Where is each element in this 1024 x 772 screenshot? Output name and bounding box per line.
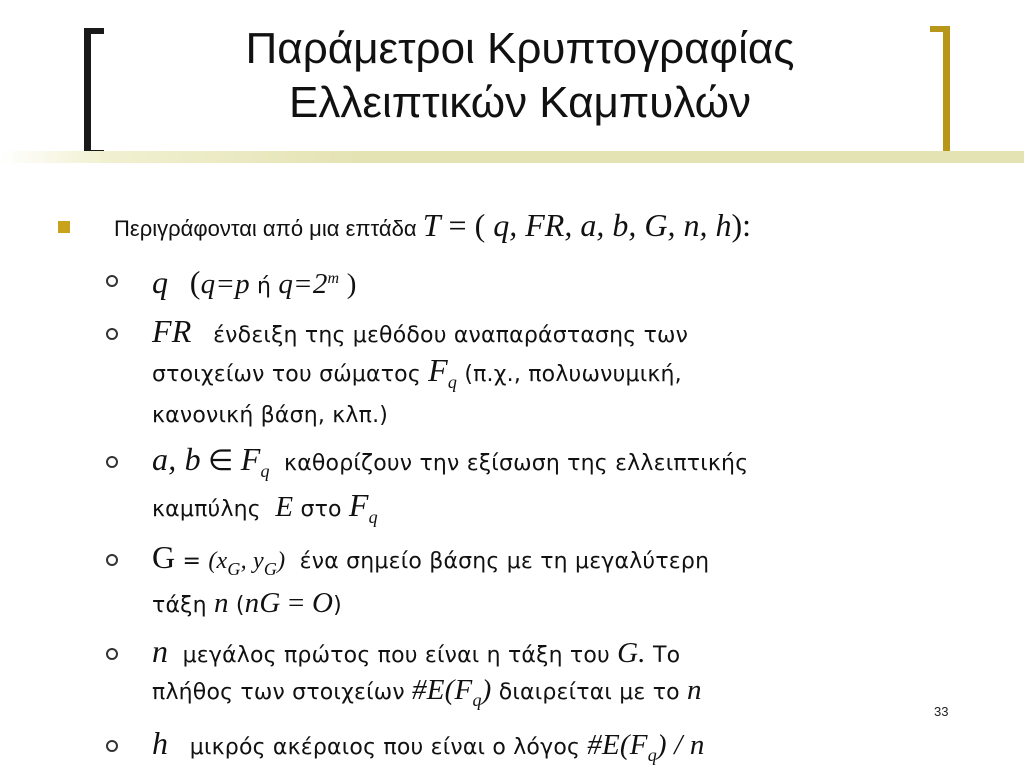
item-text-line2a: καμπύλης — [152, 497, 261, 522]
paren-open: ( — [189, 264, 201, 300]
item-text-line3: κανονική βάση, κλπ.) — [152, 403, 389, 428]
field-F: F — [240, 441, 261, 477]
formula-params: q, FR, a, b, G, n, h — [485, 207, 732, 243]
item-text-line1b: Το — [652, 643, 681, 668]
formula-open-paren: ( — [474, 207, 486, 243]
xg-subscript: G — [227, 559, 241, 579]
item-text-line2b: (π.χ., πολυωνυμική, — [464, 362, 682, 387]
item-text-line1: ένα σημείο βάσης με τη μεγαλύτερη — [299, 549, 710, 574]
list-item-fr — [152, 314, 942, 433]
right-bracket-decoration — [930, 26, 950, 160]
generator-G: G. — [617, 637, 646, 669]
ring-bullet-icon — [106, 740, 118, 752]
order-n: n — [213, 587, 229, 619]
list-item-h — [152, 726, 942, 772]
item-symbol: q — [152, 264, 169, 300]
paren-open: ( — [235, 593, 245, 618]
curve-order-close: ) — [481, 674, 492, 706]
item-text-line1: καθορίζουν την εξίσωση της ελλειπτικής — [284, 451, 749, 476]
title-divider — [0, 151, 1024, 163]
element-of-symbol: ∈ — [208, 445, 234, 477]
point-at-infinity-O: O — [311, 587, 334, 619]
ring-bullet-icon — [106, 554, 118, 566]
list-item-q — [152, 262, 942, 304]
slide-title — [120, 22, 920, 130]
ring-bullet-icon — [106, 456, 118, 468]
order-n: n — [687, 674, 702, 706]
q-equals-2: q=2 — [278, 268, 328, 300]
curve-E: E — [275, 491, 294, 523]
curve-order-expr: #E(F — [587, 729, 648, 761]
item-text-line2a: στοιχείων του σώματος — [152, 362, 421, 387]
curve-order-subscript: q — [472, 690, 482, 710]
item-text-line2a: πλήθος των στοιχείων — [152, 680, 405, 705]
list-item-a-b — [152, 442, 942, 534]
field-F: F — [428, 352, 448, 388]
item-symbol: G — [152, 539, 176, 575]
nG: nG — [244, 587, 281, 619]
q-exponent: m — [327, 270, 340, 287]
item-symbol: h — [152, 725, 169, 761]
field-F-subscript: q — [260, 461, 270, 481]
point-mid: , y — [240, 548, 264, 574]
curve-order-subscript: q — [647, 745, 657, 765]
item-text-line2a: τάξη — [152, 593, 207, 618]
square-bullet-icon — [58, 221, 70, 233]
order-n: n — [689, 729, 705, 761]
item-text-line1: μικρός ακέραιος που είναι ο λόγος — [189, 735, 581, 760]
left-bracket-decoration — [84, 28, 104, 156]
curve-order-expr: #E(F — [412, 674, 473, 706]
list-item-g — [152, 540, 942, 623]
item-symbol: n — [152, 633, 169, 669]
ring-bullet-icon — [106, 648, 118, 660]
field-F-2: F — [348, 487, 369, 523]
field-F-2-subscript: q — [368, 507, 378, 527]
ring-bullet-icon — [106, 328, 118, 340]
main-bullet-text — [114, 205, 751, 249]
formula-T: T — [422, 207, 441, 243]
ring-bullet-icon — [106, 275, 118, 287]
item-symbol: a, b — [152, 441, 201, 477]
q-equals-p: q=p — [200, 268, 250, 300]
item-text-line1: μεγάλος πρώτος που είναι η τάξη του — [182, 643, 610, 668]
item-text-line2b: στο — [300, 497, 342, 522]
item-text-line1: ένδειξη της μεθόδου αναπαράστασης των — [213, 323, 689, 348]
curve-order-close: ) — [656, 729, 667, 761]
formula-close-paren: ): — [731, 207, 751, 243]
main-bullet-label: Περιγράφονται από μια επτάδα — [114, 216, 417, 241]
or-text: ή — [249, 274, 279, 299]
title-line-1: Παράμετροι Κρυπτογραφίας — [245, 24, 795, 73]
point-close: ) — [277, 548, 286, 574]
item-symbol: FR — [152, 313, 192, 349]
formula-equals: = — [440, 207, 475, 243]
point-open: (x — [208, 548, 228, 574]
equals-sign-2: = — [280, 587, 312, 619]
yg-subscript: G — [263, 559, 278, 579]
item-text-line2b: διαιρείται με το — [498, 680, 680, 705]
title-line-2: Ελλειπτικών Καμπυλών — [289, 78, 751, 127]
field-F-subscript: q — [447, 372, 458, 392]
paren-close: ) — [333, 593, 342, 618]
page-number: 33 — [934, 704, 949, 719]
equals-sign: = — [175, 549, 209, 574]
slash: / — [666, 729, 690, 761]
list-item-n — [152, 634, 942, 717]
paren-close: ) — [339, 268, 357, 300]
